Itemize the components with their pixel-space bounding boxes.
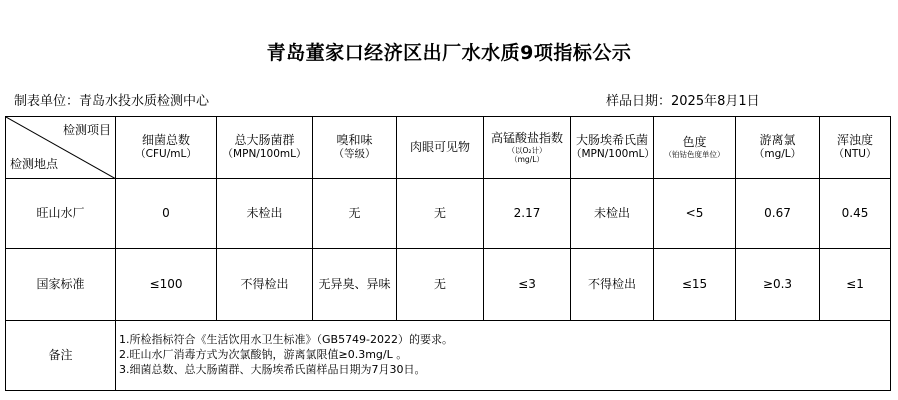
table-cell: 无 <box>397 179 484 249</box>
table-cell: ≥0.3 <box>736 249 820 321</box>
column-header <box>116 117 217 179</box>
table-cell: 无 <box>313 179 397 249</box>
column-header <box>571 117 654 179</box>
table-cell: 未检出 <box>217 179 313 249</box>
table-row <box>6 249 891 321</box>
water-quality-table <box>5 116 891 391</box>
column-unit: （以O₂计） <box>507 145 547 155</box>
column-name: 游离氯 <box>759 133 796 148</box>
page-title: 青岛董家口经济区出厂水水质9项指标公示 <box>266 42 632 64</box>
column-header <box>820 117 891 179</box>
table-cell: ≤100 <box>116 249 217 321</box>
column-header <box>217 117 313 179</box>
note-line: 3.细菌总数、总大肠菌群、大肠埃希氏菌样品日期为7月30日。 <box>119 362 426 376</box>
column-name: 嗅和味 <box>336 133 373 148</box>
column-header <box>313 117 397 179</box>
column-name: 细菌总数 <box>141 133 190 148</box>
column-name: 高锰酸盐指数 <box>490 130 563 145</box>
table-cell: 无异臭、异味 <box>313 249 397 321</box>
corner-item-label: 检测项目 <box>62 123 111 137</box>
column-unit: （NTU） <box>833 148 877 161</box>
note-line: 1.所检指标符合《生活饮用水卫生标准》（GB5749-2022）的要求。 <box>119 333 454 347</box>
table-cell: 无 <box>397 249 484 321</box>
column-unit: （mg/L） <box>753 148 802 161</box>
table-cell: 不得检出 <box>217 249 313 321</box>
notes-row <box>6 321 891 391</box>
column-header <box>736 117 820 179</box>
column-unit: （MPN/100mL） <box>222 148 307 161</box>
column-header <box>397 117 484 179</box>
column-unit: （CFU/mL） <box>135 148 197 161</box>
table-cell: <5 <box>654 179 736 249</box>
table-cell: 2.17 <box>484 179 571 249</box>
table-cell: 未检出 <box>571 179 654 249</box>
column-unit-secondary: （mg/L） <box>510 155 544 164</box>
corner-header-cell <box>6 117 116 179</box>
column-name: 浑浊度 <box>836 133 873 148</box>
table-cell: 0 <box>116 179 217 249</box>
column-name: 大肠埃希氏菌 <box>575 133 648 148</box>
table-cell: ≤3 <box>484 249 571 321</box>
column-name: 总大肠菌群 <box>234 133 295 148</box>
column-name: 肉眼可见物 <box>409 140 470 154</box>
table-row <box>6 179 891 249</box>
corner-site-label: 检测地点 <box>10 157 59 171</box>
notes-label: 备注 <box>6 321 116 391</box>
column-unit: （等级） <box>333 148 376 161</box>
column-header <box>484 117 571 179</box>
column-unit: （铂钴色度单位） <box>664 150 725 160</box>
site-label: 旺山水厂 <box>6 179 116 249</box>
header-row <box>6 117 891 179</box>
table-cell: ≤1 <box>820 249 891 321</box>
table-cell: 0.45 <box>820 179 891 249</box>
column-unit: （MPN/100mL） <box>571 148 655 161</box>
column-header <box>654 117 736 179</box>
sample-date: 样品日期：2025年8月1日 <box>606 94 760 109</box>
site-label: 国家标准 <box>6 249 116 321</box>
column-name: 色度 <box>682 135 707 150</box>
table-cell: 不得检出 <box>571 249 654 321</box>
table-cell: ≤15 <box>654 249 736 321</box>
issuing-unit: 制表单位：青岛水投水质检测中心 <box>14 94 210 109</box>
table-cell: 0.67 <box>736 179 820 249</box>
note-line: 2.旺山水厂消毒方式为次氯酸钠，游离氯限值≥0.3mg/L 。 <box>119 348 408 362</box>
notes-content <box>116 321 891 391</box>
